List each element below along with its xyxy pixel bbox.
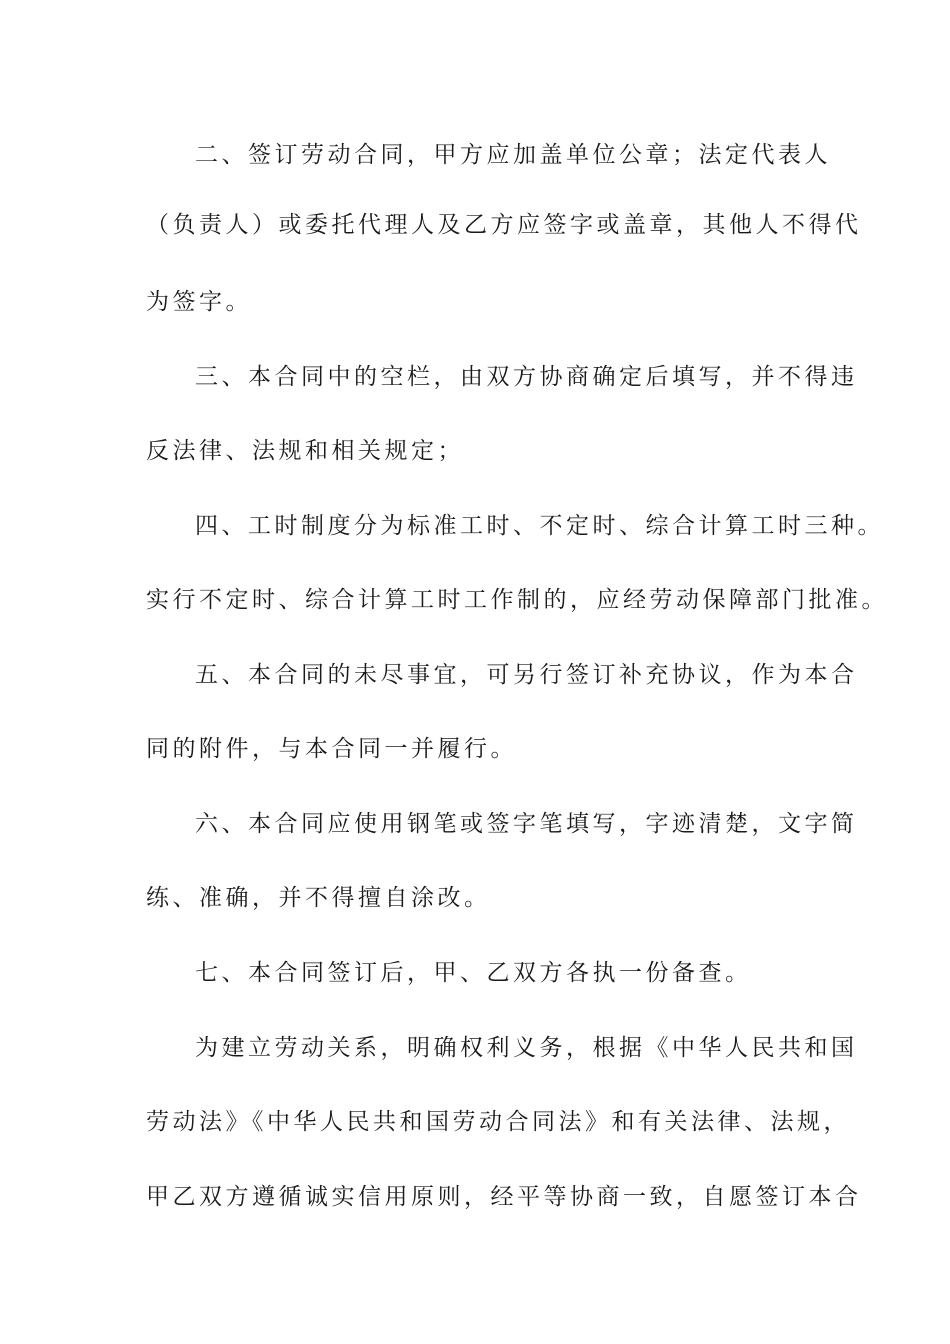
preamble-line-1: 为建立劳动关系，明确权利义务，根据《中华人民共和国 [195,1035,858,1061]
clause-6-line-1: 六、本合同应使用钢笔或签字笔填写，字迹清楚，文字简 [195,811,858,837]
preamble-line-3: 甲乙双方遵循诚实信用原则，经平等协商一致，自愿签订本合 [146,1184,862,1210]
clause-2-line-2: （负责人）或委托代理人及乙方应签字或盖章，其他人不得代 [146,212,862,238]
clause-3-line-2: 反法律、法规和相关规定； [146,438,464,464]
preamble-line-2: 劳动法》《中华人民共和国劳动合同法》和有关法律、法规， [146,1109,850,1135]
clause-5-line-1: 五、本合同的未尽事宜，可另行签订补充协议，作为本合 [195,662,858,688]
clause-6-line-2: 练、准确，并不得擅自涂改。 [146,885,491,911]
clause-5-line-2: 同的附件，与本合同一并履行。 [146,736,517,762]
clause-7-line-1: 七、本合同签订后，甲、乙双方各执一份备查。 [195,960,752,986]
clause-3-line-1: 三、本合同中的空栏，由双方协商确定后填写，并不得违 [195,364,858,390]
clause-4-line-1: 四、工时制度分为标准工时、不定时、综合计算工时三种。 [195,513,884,539]
clause-2-line-1: 二、签订劳动合同，甲方应加盖单位公章；法定代表人 [195,142,831,168]
clause-4-line-2: 实行不定时、综合计算工时工作制的，应经劳动保障部门批准。 [146,587,888,613]
clause-2-line-3: 为签字。 [146,289,252,315]
